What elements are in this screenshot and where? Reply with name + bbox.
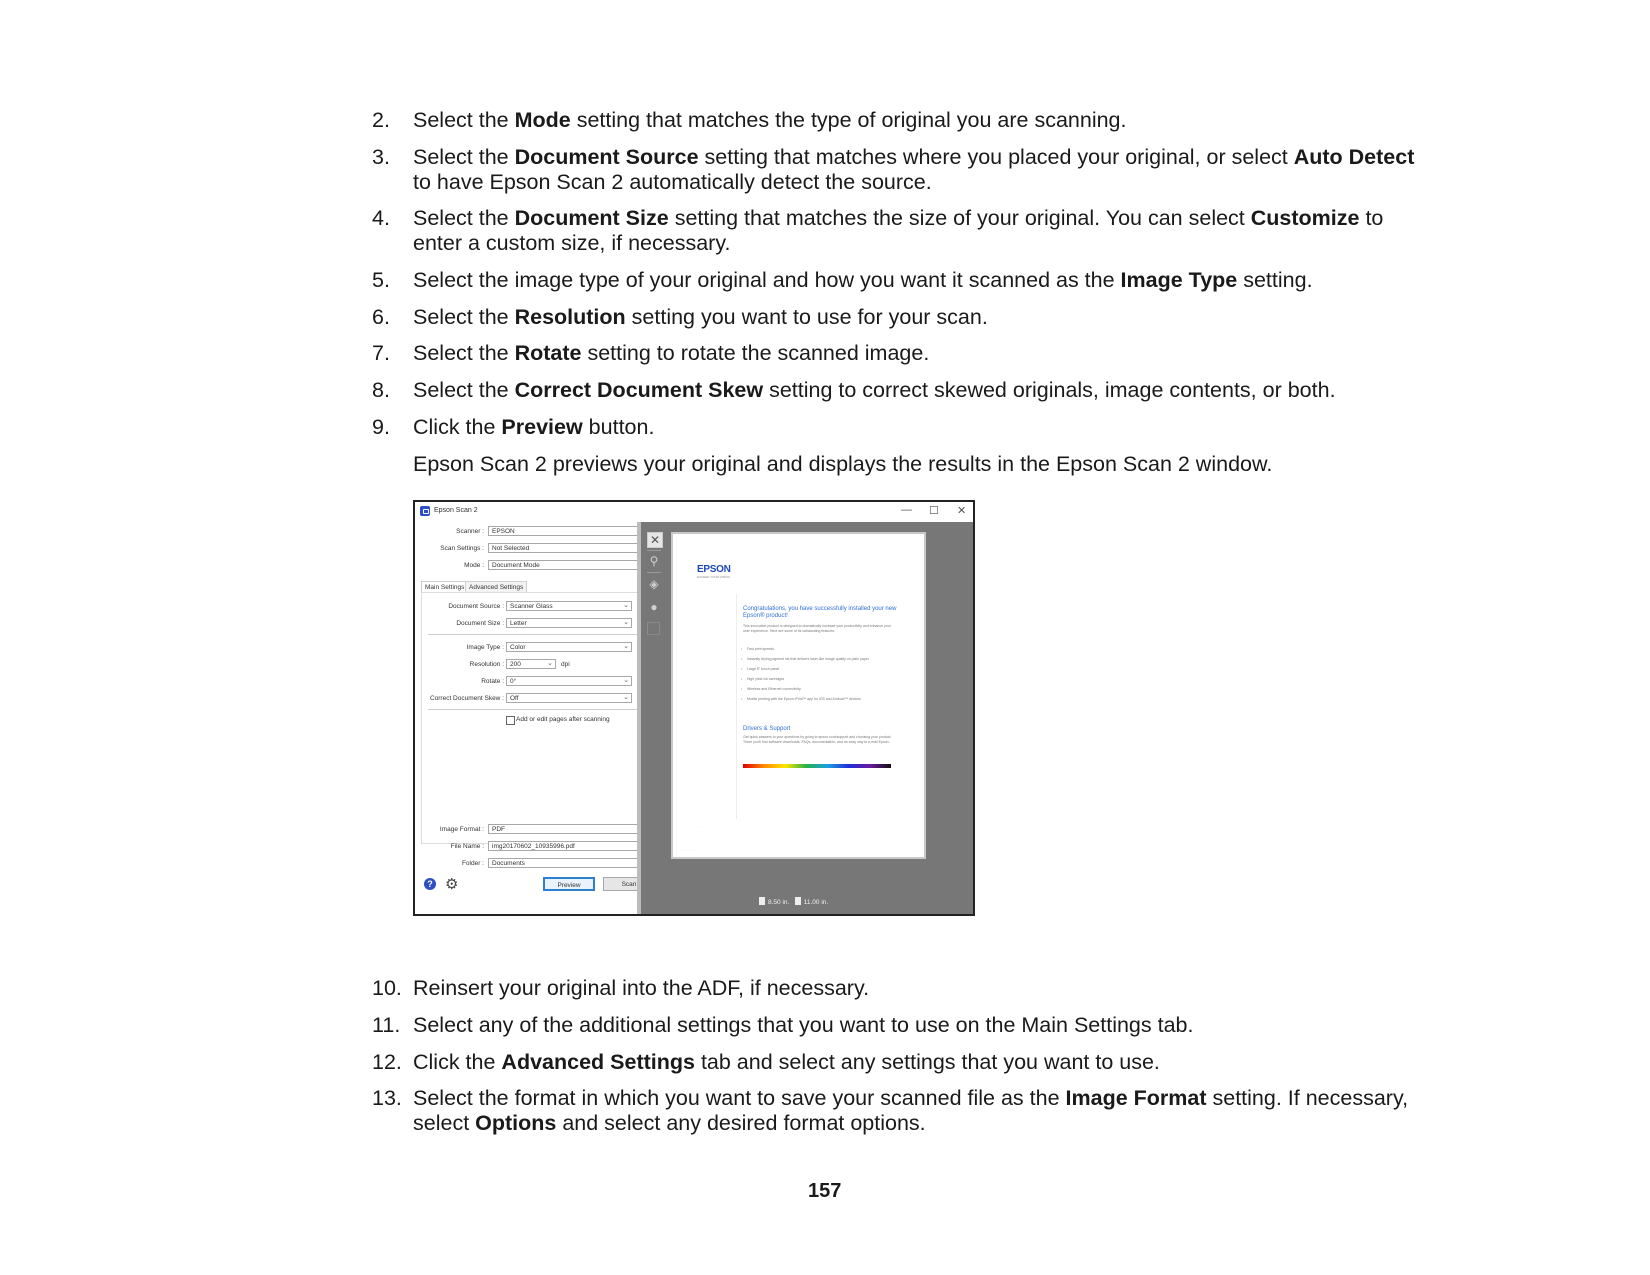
document-source-select[interactable]: Scanner Glass ⌄ (506, 601, 632, 611)
close-preview-icon[interactable]: ✕ (647, 532, 663, 548)
image-format-select[interactable]: PDF (488, 824, 648, 834)
chevron-down-icon: ⌄ (623, 619, 629, 626)
resolution-row: Resolution : 200 ⌄ dpi (469, 660, 570, 668)
folder-select[interactable]: Documents (488, 858, 648, 868)
zoom-icon[interactable]: ⚲ (649, 554, 659, 568)
scan-settings-select[interactable]: Not Selected (488, 543, 648, 553)
image-format-row: Image Format : PDF (415, 824, 670, 836)
rotate-select[interactable]: 0° ⌄ (506, 676, 632, 686)
chevron-down-icon: ⌄ (623, 643, 629, 650)
disabled-tool-icon (647, 622, 660, 635)
settings-pane (415, 522, 670, 914)
file-name-select[interactable]: img20170602_10935996.pdf (488, 841, 648, 851)
settings-circle-icon[interactable]: ● (650, 600, 658, 614)
mode-select[interactable]: Document Mode (488, 560, 648, 570)
window-titlebar (415, 502, 973, 522)
preview-support-text: Get quick answers to your questions by going to epson.com/support and choosing your product. There you'll find software downloads, FAQs, documentation, and an easy way to e-mail Epson. (743, 735, 892, 744)
correct-skew-row: Correct Document Skew : Off ⌄ (422, 693, 644, 705)
preview-intro: This innovative product is designed to dramatically increase your productivity and enhance your user experience. Here are some of its outstanding features: (743, 624, 891, 633)
document-size-select[interactable]: Letter ⌄ (506, 618, 632, 628)
scanner-row: Scanner : EPSON (415, 526, 670, 538)
width-icon (759, 897, 765, 905)
main-settings-panel (421, 592, 645, 844)
preview-pane (637, 522, 973, 914)
preview-heading: Congratulations, you have successfully installed your new Epson® product! (743, 606, 897, 619)
page-dimensions: 8.50 in. 11.00 in. (759, 897, 828, 906)
scan-settings-row: Scan Settings : Not Selected (415, 543, 670, 555)
preview-features-list: • Fast print speeds • Instantly drying pigment ink that delivers laser-like image quality on plain paper • Large 5" touch panel • High yield ink cartridges • Wireless and Ethernet connectivity • Mobile printing with the Epson iPrint™ app for iOS and Android™ devices (739, 647, 899, 707)
preview-button[interactable]: Preview (543, 877, 595, 891)
add-edit-pages-row: Add or edit pages after scanning (422, 716, 644, 728)
chevron-down-icon: ⌄ (623, 602, 629, 609)
add-edit-pages-checkbox[interactable] (506, 716, 515, 725)
document-size-row: Document Size : Letter ⌄ (422, 618, 644, 630)
help-icon[interactable]: ? (424, 878, 436, 890)
rainbow-bar (743, 764, 891, 768)
gear-icon[interactable]: ⚙ (445, 876, 459, 893)
chevron-down-icon: ⌄ (623, 694, 629, 701)
scan-button[interactable]: Scan (603, 877, 655, 891)
correct-skew-select[interactable]: Off ⌄ (506, 693, 632, 703)
minimize-button[interactable]: — (901, 504, 912, 516)
rotate-icon[interactable]: ◈ (649, 577, 659, 591)
preview-toolbar (641, 522, 667, 914)
divider (428, 709, 638, 710)
page-number: 157 (808, 1180, 842, 1202)
tab-main-settings[interactable]: Main Settings (421, 581, 468, 593)
resolution-unit: dpi (561, 661, 570, 668)
chevron-down-icon: ⌄ (623, 677, 629, 684)
divider (428, 634, 638, 635)
tab-advanced-settings[interactable]: Advanced Settings (465, 581, 527, 593)
file-name-row: File Name : img20170602_10935996.pdf (415, 841, 670, 853)
scanner-select[interactable]: EPSON (488, 526, 648, 536)
maximize-button[interactable]: ☐ (929, 505, 939, 517)
epson-logo: EPSON (697, 564, 731, 575)
window-title: Epson Scan 2 (434, 507, 478, 514)
image-type-select[interactable]: Color ⌄ (506, 642, 632, 652)
close-button[interactable]: ✕ (957, 505, 967, 517)
rotate-row: Rotate : 0° ⌄ (422, 676, 644, 688)
preview-support-heading: Drivers & Support (743, 726, 791, 732)
document-source-row: Document Source : Scanner Glass ⌄ (422, 601, 644, 613)
folder-row: Folder : Documents (415, 858, 670, 870)
step-9-result-note: Epson Scan 2 previews your original and displays the results in the Epson Scan 2 window. (413, 452, 1273, 476)
chevron-down-icon: ⌄ (547, 660, 553, 667)
height-icon (795, 897, 801, 905)
mode-row: Mode : Document Mode (415, 560, 670, 572)
epson-scan-app-icon (420, 506, 430, 516)
resolution-select[interactable]: 200 ⌄ (506, 659, 556, 669)
preview-page: EPSON EXCEED YOUR VISION Congratulations, you have successfully installed your new Epson® product! This innovative product is designed to dramatically increase your productivity and enhance your user experience. Here are some of its outstanding features: • Fast print speeds • Instantly drying pigment ink that delivers laser-like image quality on plain paper • Large 5" touch panel • High yield ink cartridges • Wireless and Ethernet connectivity • Mobile printing with the Epson iPrint™ app for iOS and Android™ devices Drivers & Support Get quick answers to your questions by going to epson.com/support and choosing your product. There you'll find software downloads, FAQs, documentation, and an easy way to e-mail Epson. · · · · · · · · · · · · · · · · (673, 534, 924, 857)
epson-scan-window-screenshot (413, 500, 975, 916)
image-type-row: Image Type : Color ⌄ (422, 642, 644, 654)
